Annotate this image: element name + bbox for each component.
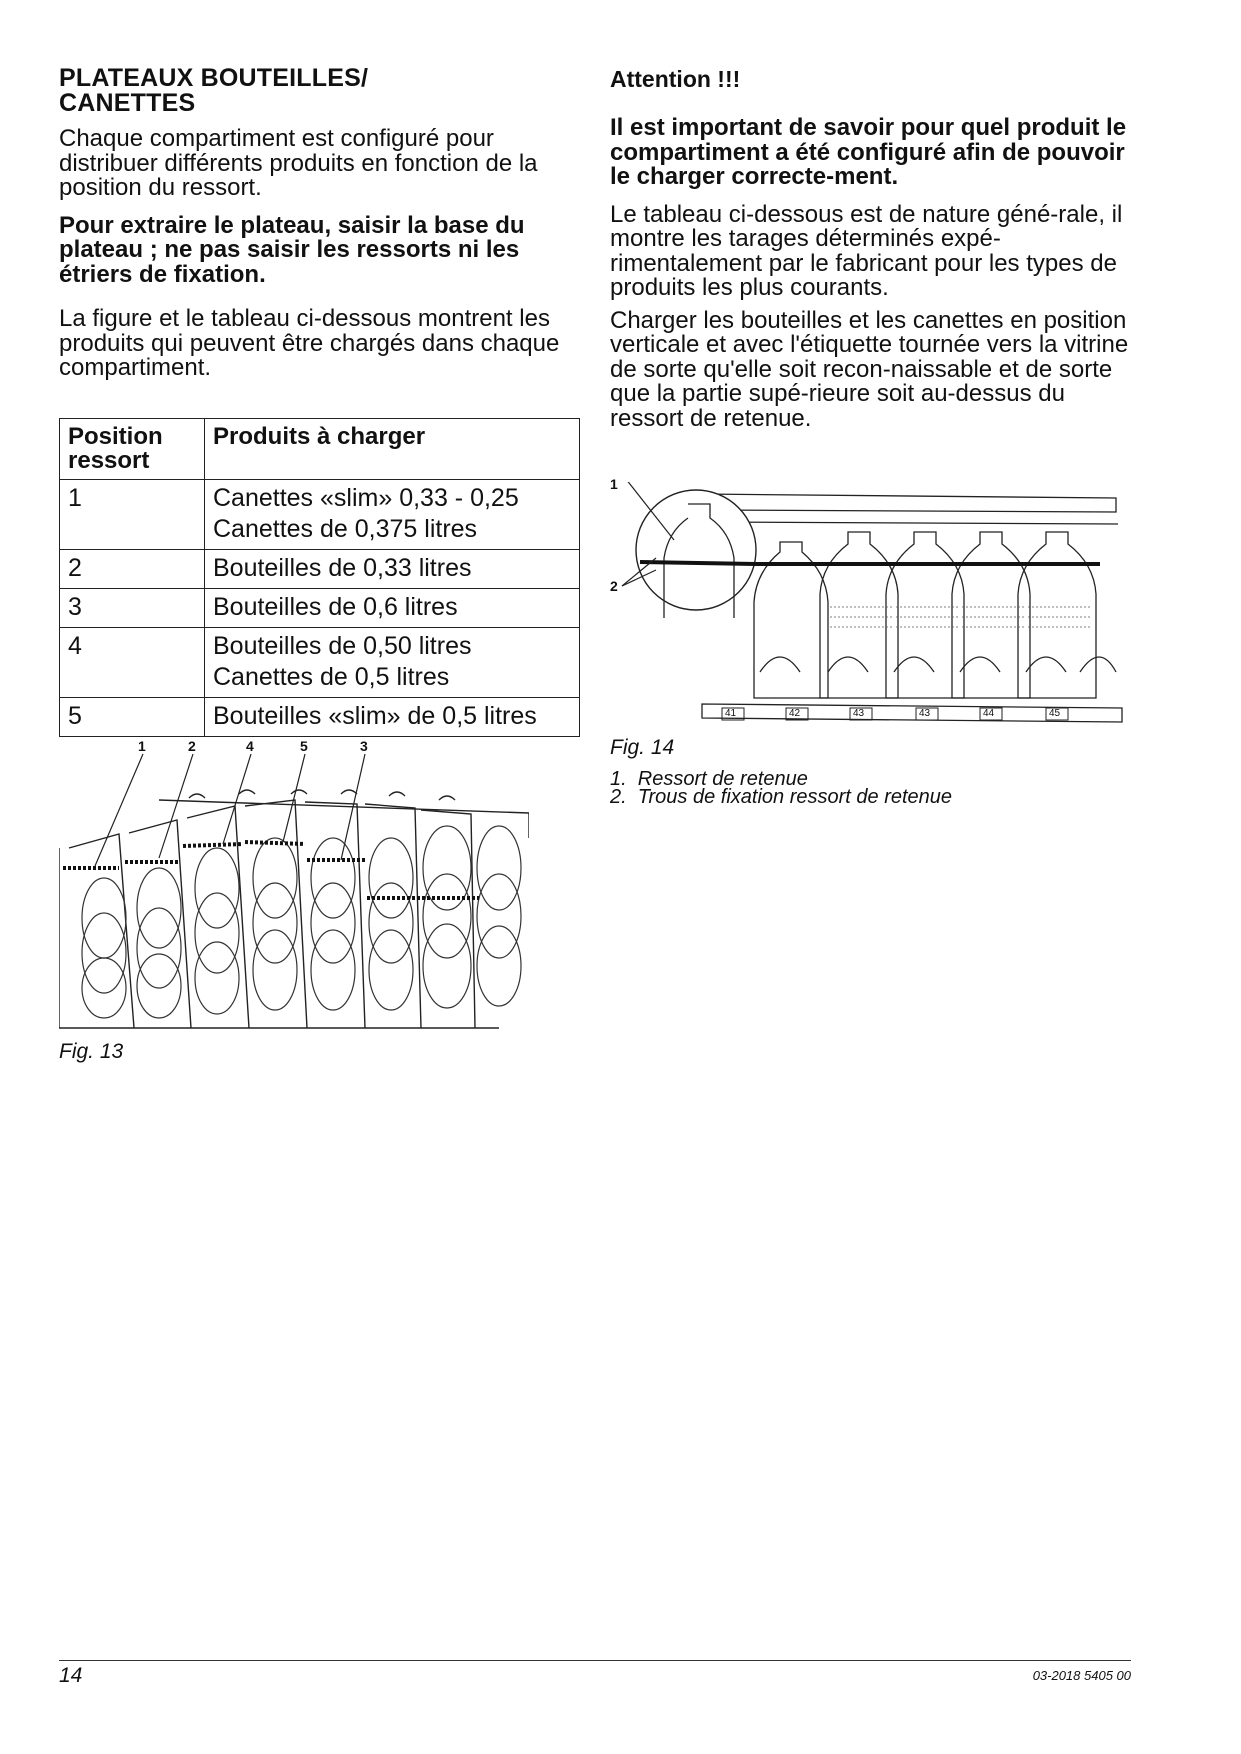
document-code: 03-2018 5405 00 bbox=[1032, 1668, 1131, 1683]
row-position: 5 bbox=[60, 698, 205, 737]
header-position: Position ressort bbox=[60, 419, 205, 480]
fig13-callout: 4 bbox=[246, 738, 254, 754]
fig14-caption: Fig. 14 bbox=[610, 736, 675, 759]
row-position: 3 bbox=[60, 589, 205, 628]
slot-label: 44 bbox=[983, 708, 995, 719]
fig13-caption: Fig. 13 bbox=[59, 1040, 124, 1063]
table-row bbox=[60, 628, 580, 698]
attention-heading: Attention !!! bbox=[610, 66, 741, 92]
table-row bbox=[60, 550, 580, 589]
header-products: Produits à charger bbox=[205, 419, 580, 480]
right-column bbox=[610, 66, 1130, 431]
product-line: Bouteilles «slim» de 0,5 litres bbox=[213, 702, 537, 730]
row-products bbox=[205, 480, 580, 550]
general-table-note: Le tableau ci-dessous est de nature géné-rale, il montre les tarages déterminés expé-rimentalement par le fabricant pour les types de produits les plus courants. bbox=[610, 200, 1123, 301]
attention-warning: Il est important de savoir pour quel produit le compartiment a été configuré afin de pouvoir le charger correcte-ment. bbox=[610, 114, 1127, 190]
slot-label: 42 bbox=[789, 708, 801, 719]
table-row bbox=[60, 589, 580, 628]
table-row bbox=[60, 698, 580, 737]
table-row bbox=[60, 480, 580, 550]
row-products bbox=[205, 698, 580, 737]
row-products bbox=[205, 589, 580, 628]
product-line: Canettes de 0,375 litres bbox=[213, 515, 478, 543]
fig13-callout: 5 bbox=[300, 738, 308, 754]
slot-label: 43 bbox=[853, 708, 865, 719]
fig14-callout: 2 bbox=[610, 578, 618, 594]
fig13-callout: 1 bbox=[138, 738, 146, 754]
fig14-bottles-illustration bbox=[610, 476, 1130, 732]
fig13-callout: 2 bbox=[188, 738, 196, 754]
extraction-instruction: Pour extraire le plateau, saisir la base du plateau ; ne pas saisir les ressorts ni les étriers de fixation. bbox=[59, 211, 525, 288]
product-line: Bouteilles de 0,6 litres bbox=[213, 593, 458, 621]
row-products bbox=[205, 628, 580, 698]
footer-divider bbox=[59, 1660, 1131, 1661]
fig14-callout: 1 bbox=[610, 476, 618, 492]
fig14-legend-item: 2. Trous de fixation ressort de retenue bbox=[610, 786, 953, 808]
product-line: Bouteilles de 0,50 litres bbox=[213, 632, 472, 660]
left-column bbox=[59, 64, 579, 730]
row-products bbox=[205, 550, 580, 589]
fig14-legend-item: 1. Ressort de retenue bbox=[610, 768, 808, 790]
table-header-row bbox=[60, 419, 580, 480]
row-position: 4 bbox=[60, 628, 205, 698]
section-title: PLATEAUX BOUTEILLES/ CANETTES bbox=[59, 64, 369, 117]
intro-paragraph: Chaque compartiment est configuré pour distribuer différents produits en fonction de la position du ressort. bbox=[59, 125, 538, 201]
product-line: Canettes de 0,5 litres bbox=[213, 663, 450, 691]
fig13-tray-illustration bbox=[59, 738, 529, 1030]
product-line: Canettes «slim» 0,33 - 0,25 bbox=[213, 484, 519, 512]
product-line: Bouteilles de 0,33 litres bbox=[213, 554, 472, 582]
slot-label: 41 bbox=[725, 708, 737, 719]
fig13-callout: 3 bbox=[360, 738, 368, 754]
products-table bbox=[59, 418, 580, 737]
slot-label: 45 bbox=[1049, 708, 1061, 719]
row-position: 1 bbox=[60, 480, 205, 550]
tray-drawing bbox=[59, 738, 529, 1030]
bottles-drawing bbox=[610, 482, 1130, 732]
page-number: 14 bbox=[59, 1664, 83, 1687]
table-intro-paragraph: La figure et le tableau ci-dessous montrent les produits qui peuvent être chargés dans chaque compartiment. bbox=[59, 305, 560, 381]
row-position: 2 bbox=[60, 550, 205, 589]
slot-label: 43 bbox=[919, 708, 931, 719]
loading-instruction: Charger les bouteilles et les canettes en position verticale et avec l'étiquette tournée vers la vitrine de sorte qu'elle soit recon-naissable et de sorte que la partie supé-rieure soit au-dessus du ressort de retenue. bbox=[610, 306, 1129, 432]
